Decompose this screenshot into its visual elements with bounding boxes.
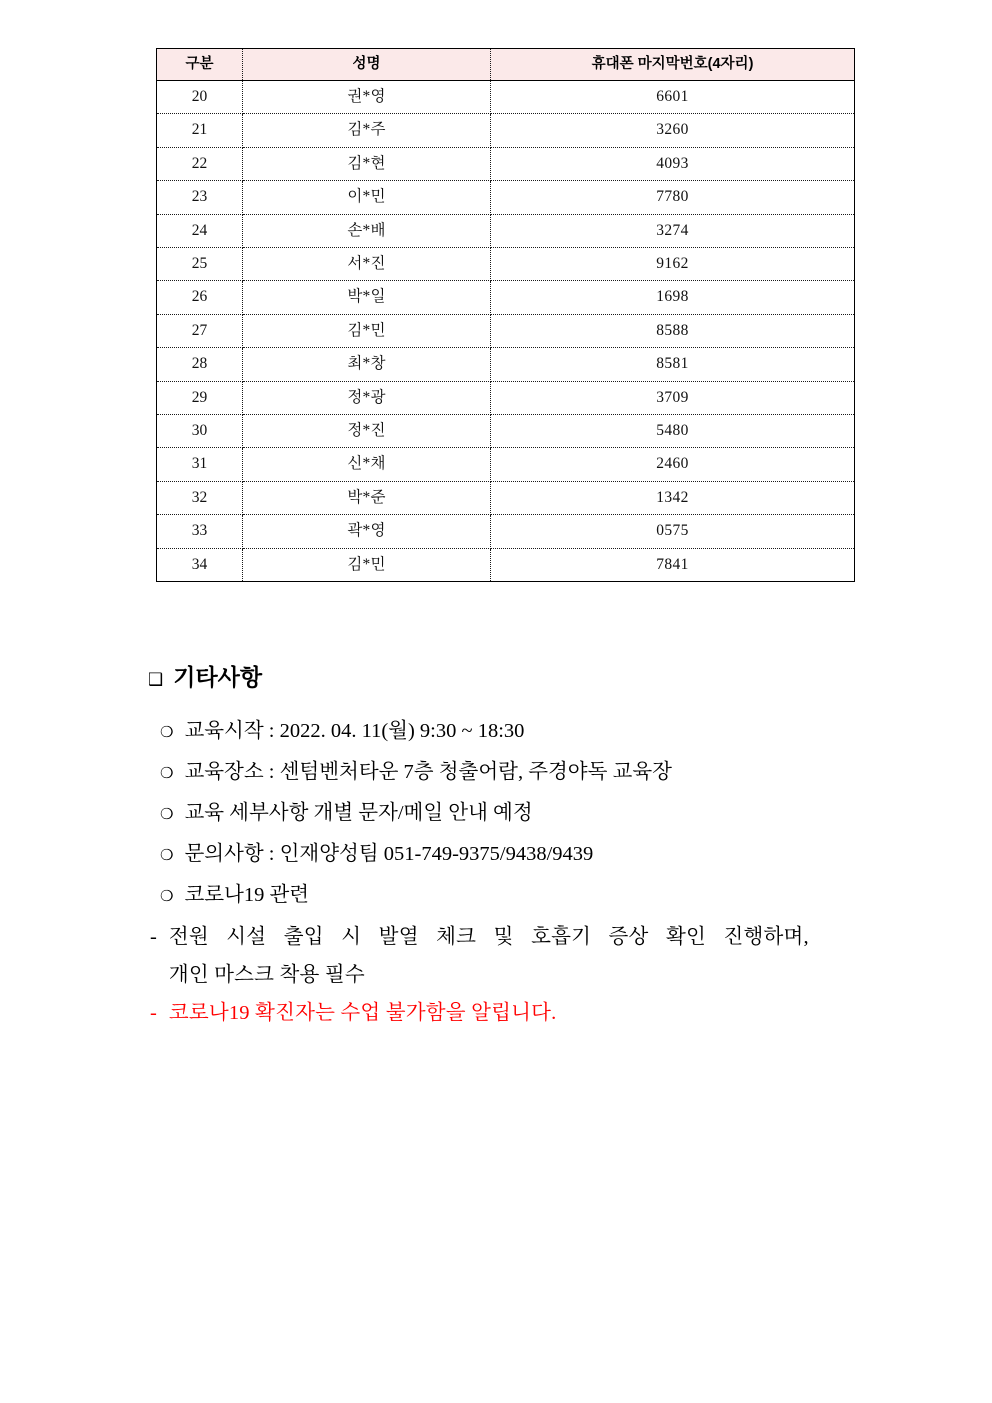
cell-no: 26 xyxy=(157,281,243,314)
cell-name: 정*진 xyxy=(243,415,491,448)
note-dash-body xyxy=(169,994,557,1032)
cell-phone: 3709 xyxy=(491,381,855,414)
cell-no: 28 xyxy=(157,348,243,381)
cell-name: 김*민 xyxy=(243,314,491,347)
circle-bullet-icon: ❍ xyxy=(160,887,174,905)
note-item xyxy=(148,711,948,752)
table-row xyxy=(157,548,855,581)
cell-name: 김*현 xyxy=(243,147,491,180)
cell-phone: 4093 xyxy=(491,147,855,180)
table-row xyxy=(157,114,855,147)
cell-name: 신*채 xyxy=(243,448,491,481)
cell-no: 34 xyxy=(157,548,243,581)
cell-phone: 0575 xyxy=(491,515,855,548)
table-row xyxy=(157,81,855,114)
square-bullet-icon: ❑ xyxy=(148,670,164,690)
notes-heading-label: 기타사항 xyxy=(173,664,263,690)
note-dash-body xyxy=(169,918,809,994)
note-item xyxy=(148,752,948,793)
cell-name: 박*일 xyxy=(243,281,491,314)
note-dash-item xyxy=(148,994,948,1032)
column-header-no: 구분 xyxy=(157,49,243,81)
cell-phone: 2460 xyxy=(491,448,855,481)
note-dash-line: 코로나19 확진자는 수업 불가함을 알립니다. xyxy=(168,1002,557,1024)
cell-name: 이*민 xyxy=(243,181,491,214)
cell-name: 김*민 xyxy=(243,548,491,581)
cell-name: 곽*영 xyxy=(243,515,491,548)
cell-no: 32 xyxy=(157,481,243,514)
table-row xyxy=(157,415,855,448)
cell-phone: 3260 xyxy=(491,114,855,147)
table-row xyxy=(157,515,855,548)
cell-name: 박*준 xyxy=(243,481,491,514)
table-header xyxy=(157,49,855,81)
table-body xyxy=(157,81,855,582)
cell-phone: 8588 xyxy=(491,314,855,347)
circle-bullet-icon: ❍ xyxy=(160,764,174,782)
table-row xyxy=(157,214,855,247)
cell-phone: 1698 xyxy=(491,281,855,314)
roster-table xyxy=(156,48,855,582)
cell-no: 24 xyxy=(157,214,243,247)
note-item-label: 코로나19 관련 xyxy=(184,884,310,906)
note-dash-line: 전원 시설 출입 시 발열 체크 및 호흡기 증상 확인 진행하며, xyxy=(168,926,809,948)
table-row xyxy=(157,281,855,314)
roster-table-container xyxy=(156,48,854,582)
notes-dash-list xyxy=(148,918,948,1032)
cell-no: 21 xyxy=(157,114,243,147)
cell-no: 30 xyxy=(157,415,243,448)
cell-phone: 1342 xyxy=(491,481,855,514)
column-header-phone: 휴대폰 마지막번호(4자리) xyxy=(491,49,855,81)
notes-list xyxy=(148,711,948,916)
cell-no: 20 xyxy=(157,81,243,114)
column-header-name: 성명 xyxy=(243,49,491,81)
notes-section xyxy=(148,660,948,1032)
cell-no: 27 xyxy=(157,314,243,347)
table-row xyxy=(157,381,855,414)
cell-phone: 9162 xyxy=(491,248,855,281)
cell-phone: 8581 xyxy=(491,348,855,381)
dash-bullet-icon: - xyxy=(150,926,157,948)
table-row xyxy=(157,147,855,180)
table-row xyxy=(157,248,855,281)
note-item-label: 교육시작 : 2022. 04. 11(월) 9:30 ~ 18:30 xyxy=(184,720,525,742)
circle-bullet-icon: ❍ xyxy=(160,805,174,823)
table-row xyxy=(157,314,855,347)
cell-phone: 3274 xyxy=(491,214,855,247)
notes-heading xyxy=(148,660,948,697)
cell-no: 22 xyxy=(157,147,243,180)
cell-phone: 5480 xyxy=(491,415,855,448)
note-item-label: 교육 세부사항 개별 문자/메일 안내 예정 xyxy=(184,802,533,824)
note-item xyxy=(148,875,948,916)
cell-phone: 7780 xyxy=(491,181,855,214)
table-row xyxy=(157,448,855,481)
note-item xyxy=(148,834,948,875)
cell-name: 최*창 xyxy=(243,348,491,381)
table-row xyxy=(157,348,855,381)
cell-no: 29 xyxy=(157,381,243,414)
table-header-row xyxy=(157,49,855,81)
note-item xyxy=(148,793,948,834)
cell-name: 권*영 xyxy=(243,81,491,114)
note-dash-item xyxy=(148,918,948,994)
note-item-label: 문의사항 : 인재양성팀 051-749-9375/9438/9439 xyxy=(184,843,594,865)
note-item-label: 교육장소 : 센텀벤처타운 7층 청출어람, 주경야독 교육장 xyxy=(184,761,672,783)
dash-bullet-icon: - xyxy=(150,1002,157,1024)
cell-name: 정*광 xyxy=(243,381,491,414)
cell-phone: 7841 xyxy=(656,555,689,573)
cell-no: 33 xyxy=(157,515,243,548)
table-row xyxy=(157,481,855,514)
cell-no: 31 xyxy=(157,448,243,481)
cell-no: 23 xyxy=(157,181,243,214)
circle-bullet-icon: ❍ xyxy=(160,723,174,741)
cell-name: 서*진 xyxy=(243,248,491,281)
cell-name: 손*배 xyxy=(243,214,491,247)
circle-bullet-icon: ❍ xyxy=(160,846,174,864)
cell-no: 25 xyxy=(157,248,243,281)
note-dash-line: 개인 마스크 착용 필수 xyxy=(168,964,365,986)
cell-name: 김*주 xyxy=(243,114,491,147)
table-row xyxy=(157,181,855,214)
cell-phone: 6601 xyxy=(491,81,855,114)
